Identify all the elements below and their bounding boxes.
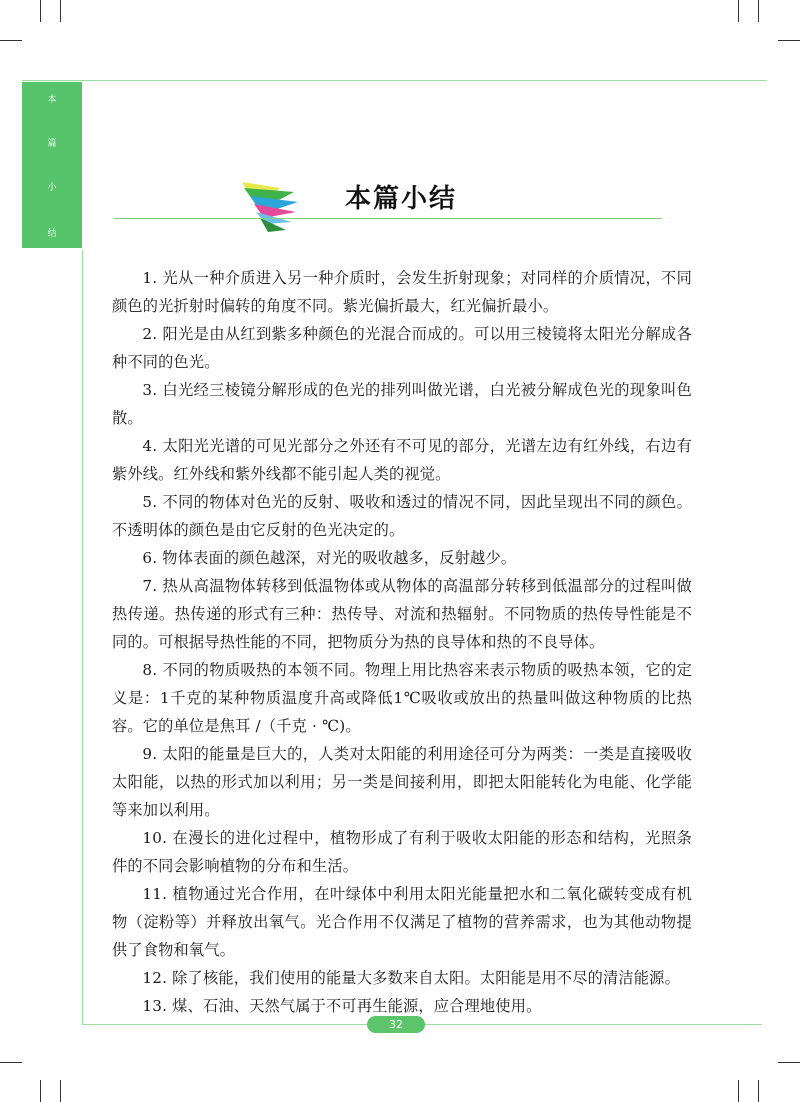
summary-item: 5. 不同的物体对色光的反射、吸收和透过的情况不同，因此呈现出不同的颜色。不透明体的颜色是由它反射的色光决定的。 (112, 493, 692, 539)
summary-list (112, 264, 692, 1020)
rainbow-fan-icon (236, 178, 308, 238)
side-tab-char: 篇 (47, 139, 57, 149)
crop-mark (40, 1080, 41, 1102)
crop-mark (738, 1080, 739, 1102)
summary-item: 10. 在漫长的进化过程中，植物形成了有利于吸收太阳能的形态和结构，光照条件的不同会影响植物的分布和生活。 (112, 829, 692, 875)
side-tab-char: 本 (47, 95, 57, 105)
summary-item: 12. 除了核能，我们使用的能量大多数来自太阳。太阳能是用不尽的清洁能源。 (142, 969, 680, 987)
summary-item: 9. 太阳的能量是巨大的，人类对太阳能的利用途径可分为两类：一类是直接吸收太阳能，以热的形式加以利用；另一类是间接利用，即把太阳能转化为电能、化学能等来加以利用。 (112, 745, 692, 819)
summary-item: 3. 白光经三棱镜分解形成的色光的排列叫做光谱，白光被分解成色光的现象叫色散。 (112, 381, 692, 427)
crop-mark (758, 0, 759, 22)
side-tab-char: 小 (47, 183, 57, 193)
crop-mark (0, 40, 22, 41)
left-rule (82, 250, 83, 1025)
crop-mark (778, 1062, 800, 1063)
crop-mark (738, 0, 739, 22)
summary-item: 13. 煤、石油、天然气属于不可再生能源，应合理地使用。 (142, 997, 542, 1015)
crop-mark (40, 0, 41, 22)
summary-item: 11. 植物通过光合作用，在叶绿体中利用太阳光能量把水和二氧化碳转变成有机物（淀粉等）并释放出氧气。光合作用不仅满足了植物的营养需求，也为其他动物提供了食物和氧气。 (112, 885, 692, 959)
summary-item: 6. 物体表面的颜色越深，对光的吸收越多，反射越少。 (142, 549, 517, 567)
summary-item: 4. 太阳光光谱的可见光部分之外还有不可见的部分，光谱左边有红外线，右边有紫外线。红外线和紫外线都不能引起人类的视觉。 (112, 437, 692, 483)
top-rule (22, 80, 767, 81)
side-tab-char: 结 (47, 229, 57, 239)
summary-item: 8. 不同的物质吸热的本领不同。物理上用比热容来表示物质的吸热本领，它的定义是：1千克的某种物质温度升高或降低1℃吸收或放出的热量叫做这种物质的比热容。它的单位是焦耳 /（千克 · ℃)。 (112, 661, 692, 735)
crop-mark (0, 1062, 22, 1063)
crop-mark (60, 1080, 61, 1102)
summary-item: 1. 光从一种介质进入另一种介质时，会发生折射现象；对同样的介质情况，不同颜色的光折射时偏转的角度不同。紫光偏折最大，红光偏折最小。 (112, 269, 692, 315)
crop-mark (778, 40, 800, 41)
summary-item: 7. 热从高温物体转移到低温物体或从物体的高温部分转移到低温部分的过程叫做热传递。热传递的形式有三种：热传导、对流和热辐射。不同物质的热传导性能是不同的。可根据导热性能的不同，把物质分为热的良导体和热的不良导体。 (112, 577, 692, 651)
page-number: 32 (367, 1016, 425, 1033)
crop-mark (758, 1080, 759, 1102)
page-title: 本篇小结 (345, 184, 458, 214)
section-side-tab (22, 82, 82, 248)
crop-mark (60, 0, 61, 22)
summary-item: 2. 阳光是由从红到紫多种颜色的光混合而成的。可以用三棱镜将太阳光分解成各种不同的色光。 (112, 325, 692, 371)
title-underline (114, 218, 662, 219)
